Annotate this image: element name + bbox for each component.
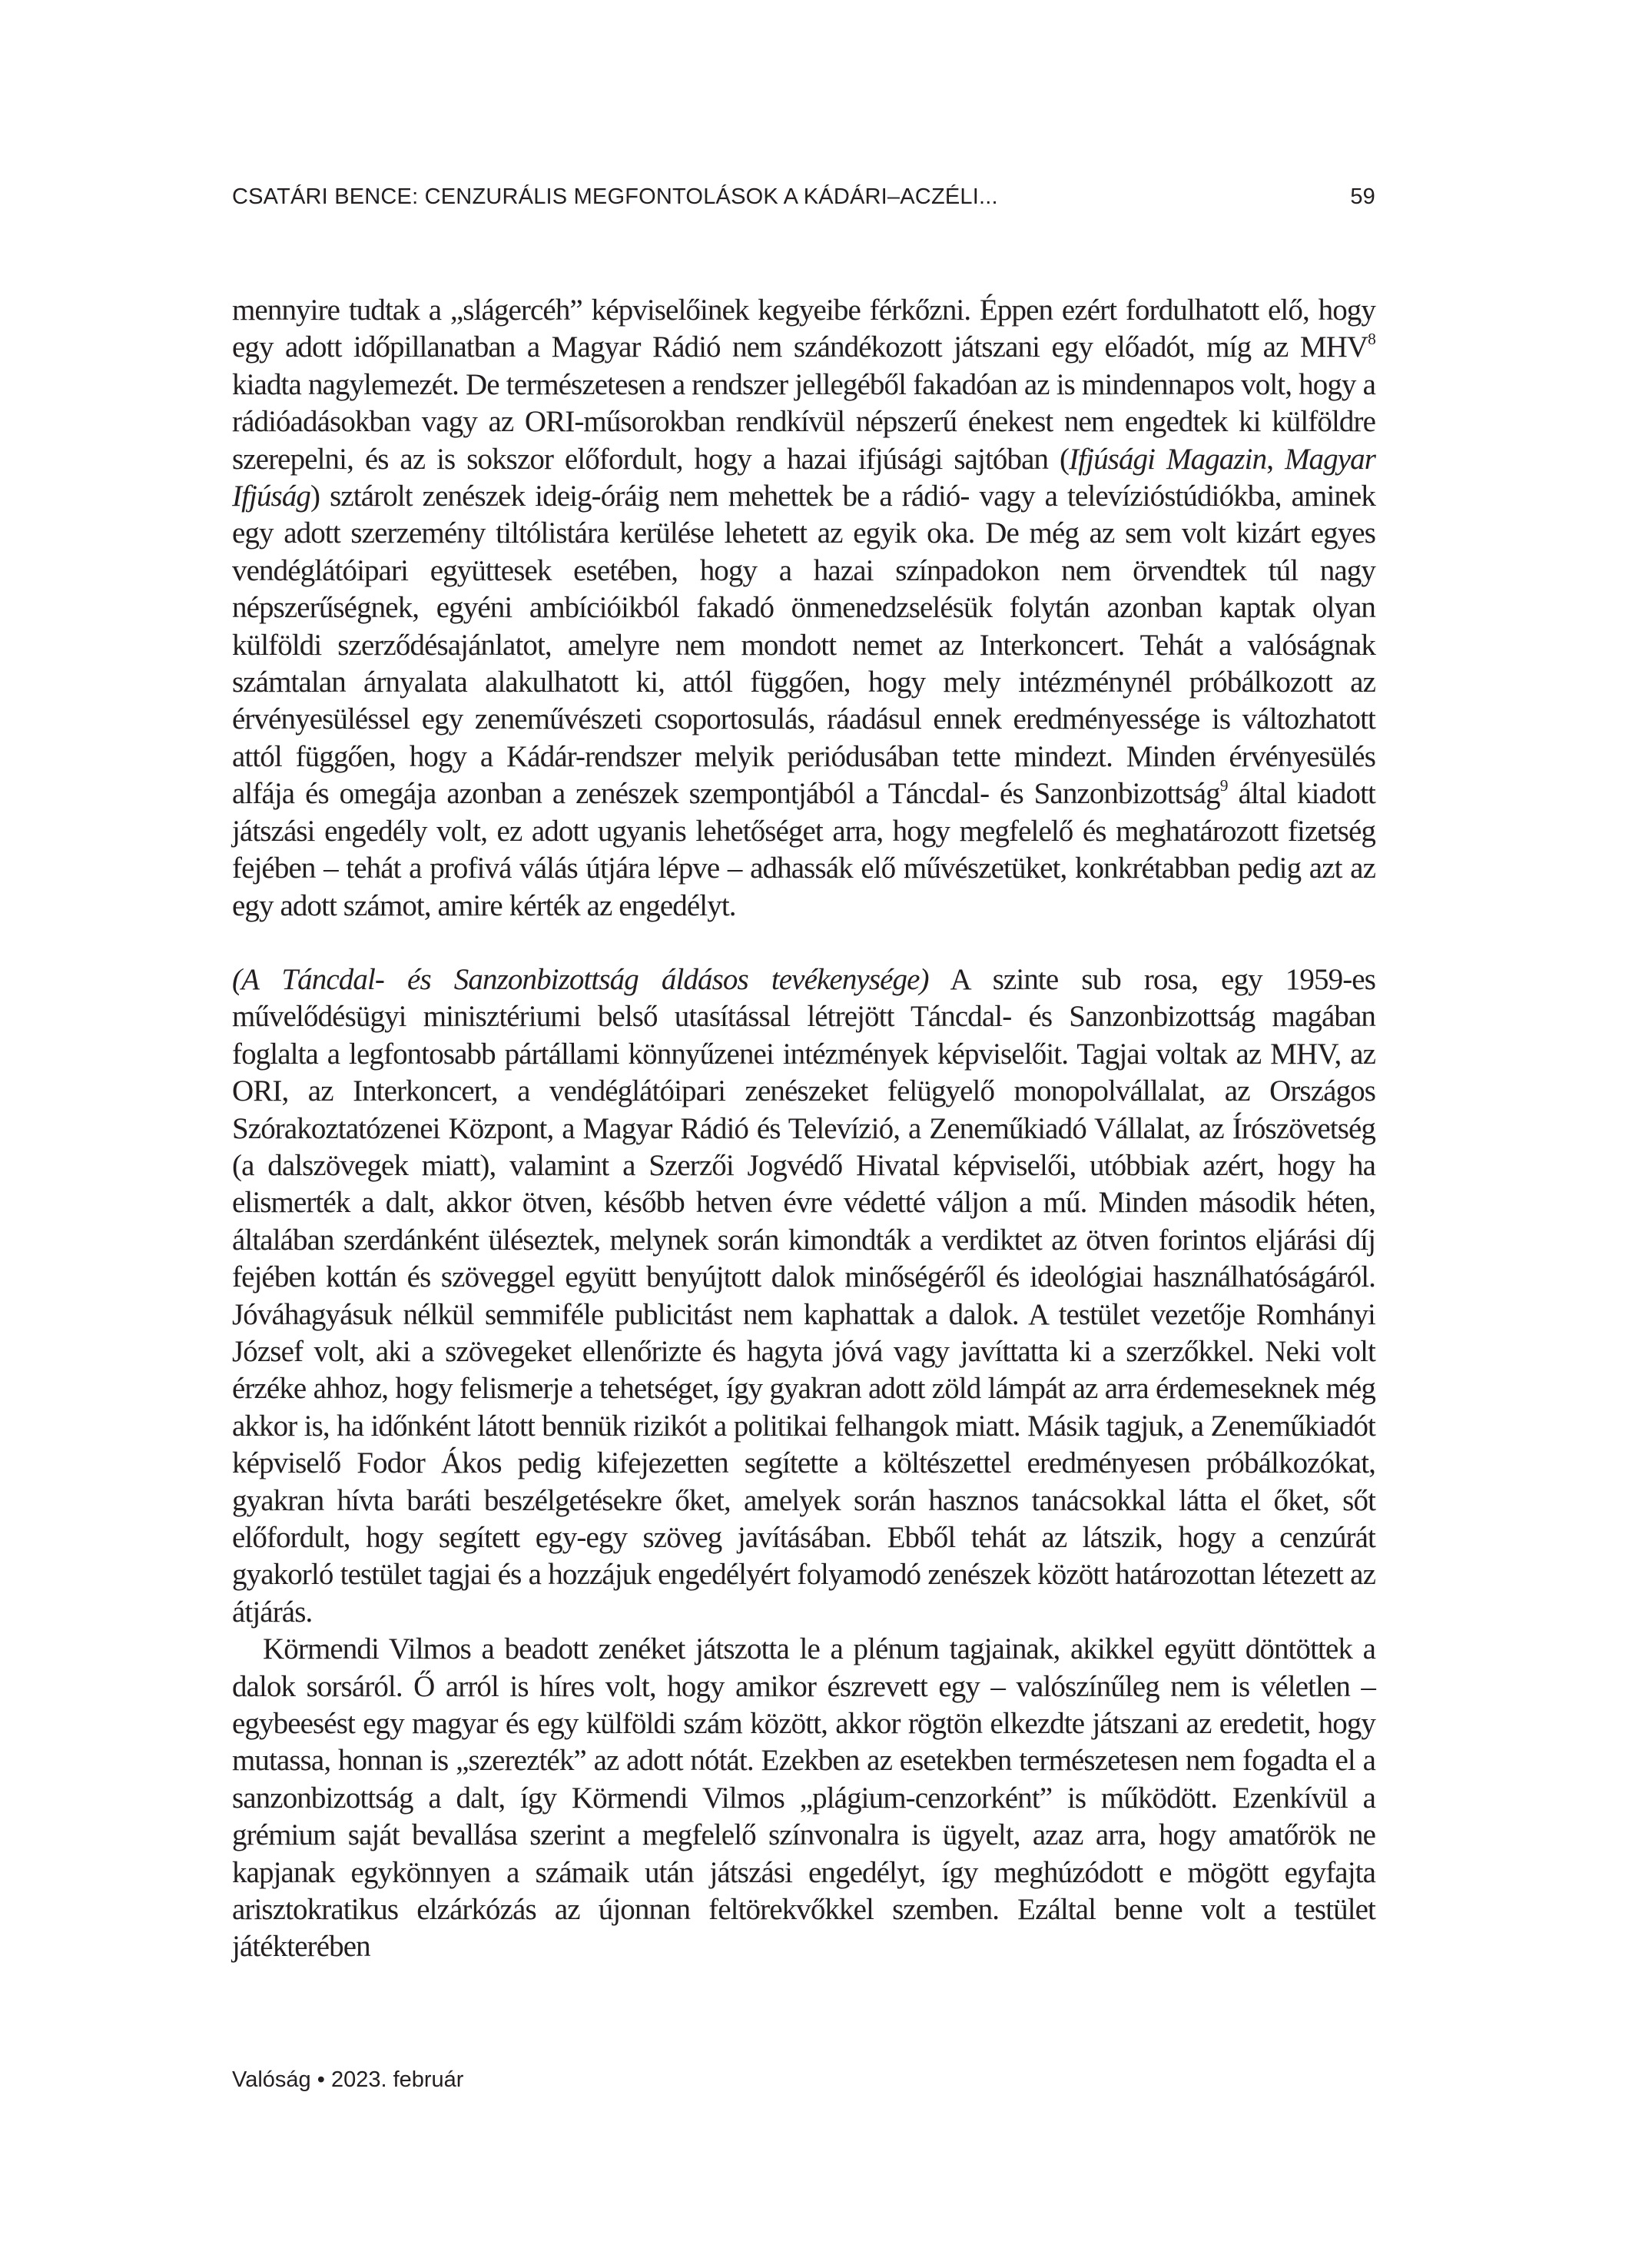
text-run: kiadta nagylemezét. De természetesen a rendszer jellegéből fakadóan az is mindennapos volt, hogy a rádióadásokban vagy az ORI-műsorokban rendkívül népszerű énekest nem engedtek ki külföldre szerepelni, és az is sokszor előfordult, hogy a hazai ifjúsági sajtóban ( xyxy=(232,367,1375,476)
publication-title-ifjusagi-magazin: Ifjúsági Magazin xyxy=(1069,442,1267,476)
section-heading: (A Táncdal- és Sanzonbizottság áldásos tevékenysége) xyxy=(232,962,929,996)
article-body xyxy=(232,292,1375,1966)
text-run: ) sztárolt zenészek ideig-óráig nem mehettek be a rádió- vagy a televízióstúdiókba, aminek egy adott szerzemény tiltólistára kerülése lehetett az egyik oka. De még az sem volt kizárt egyes vendéglátóipari együttesek esetében, hogy a hazai színpadokon nem örvendtek túl nagy népszerűségnek, egyéni ambícióikból fakadó önmenedzselésük folytán azonban kaptak olyan külföldi szerződésajánlatot, amelyre nem mondott nemet az Interkoncert. Tehát a valóságnak számtalan árnyalata alakulhatott ki, attól függően, hogy mely intézménynél próbálkozott az érvényesüléssel egy zeneművészeti csoportosulás, ráadásul ennek eredményessége is változhatott attól függően, hogy a Kádár-rendszer melyik periódusában tette mindezt. Minden érvényesülés alfája és omegája azonban a zenészek szempontjából a Táncdal- és Sanzonbizottság xyxy=(232,480,1375,811)
text-run: Körmendi Vilmos a beadott zenéket játszotta le a plénum tagjainak, akikkel együtt döntöttek a dalok sorsáról. Ő arról is híres volt, hogy amikor észrevett egy – valószínűleg nem is véletlen – egybeesést egy magyar és egy külföldi szám között, akkor rögtön elkezdte játszani az eredetit, hogy mutassa, honnan is „szerezték” az adott nótát. Ezekben az esetekben természetesen nem fogadta el a sanzonbizottság a dalt, így Körmendi Vilmos „plágium-cenzorként” is működött. Ezenkívül a grémium saját bevallása szerint a megfelelő színvonalra is ügyelt, azaz arra, hogy amatőrök ne kapjanak egykönnyen a számaik után játszási engedélyt, így meghúzódott e mögött egyfajta arisztokratikus elzárkózás az újonnan feltörekvőkkel szemben. Ezáltal benne volt a testület játékterében xyxy=(232,1632,1375,1964)
bullet-separator: • xyxy=(317,2067,325,2092)
issue-date: 2023. február xyxy=(330,2067,464,2092)
paragraph-3 xyxy=(232,1631,1375,1966)
footer xyxy=(232,2067,463,2093)
paragraph-1 xyxy=(232,292,1375,925)
running-head xyxy=(232,184,1375,210)
running-title: CSATÁRI BENCE: CENZURÁLIS MEGFONTOLÁSOK A KÁDÁRI–ACZÉLI... xyxy=(232,184,998,209)
footnote-ref-8[interactable]: 8 xyxy=(1368,330,1375,349)
publication-title-magyar-ifjusag: Magyar Ifjúság xyxy=(232,442,1376,513)
paragraph-2 xyxy=(232,961,1375,1631)
text-run: mennyire tudtak a „slágercéh” képviselőinek kegyeibe férkőzni. Éppen ezért fordulhatott elő, hogy egy adott időpillanatban a Magyar Rádió nem szándékozott játszani egy előadót, míg az MHV xyxy=(232,294,1375,364)
text-run: által kiadott játszási engedély volt, ez adott ugyanis lehetőséget arra, hogy megfelelő és meghatározott fizetség fejében – tehát a profivá válás útjára lépve – adhassák elő művészetüket, konkrétabban pedig azt az egy adott számot, amire kérték az engedélyt. xyxy=(232,777,1375,922)
page-number: 59 xyxy=(1350,184,1375,209)
journal-name: Valóság xyxy=(232,2067,311,2092)
text-run: A szinte sub rosa, egy 1959-es művelődésügyi minisztériumi belső utasítással létrejött Táncdal- és Sanzonbizottság magában foglalta a legfontosabb pártállami könnyűzenei intézmények képviselőit. Tagjai voltak az MHV, az ORI, az Interkoncert, a vendéglátóipari zenészeket felügyelő monopolvállalat, az Országos Szórakoztatózenei Központ, a Magyar Rádió és Televízió, a Zeneműkiadó Vállalat, az Írószövetség (a dalszövegek miatt), valamint a Szerzői Jogvédő Hivatal képviselői, utóbbiak azért, hogy ha elismerték a dalt, akkor ötven, később hetven évre védetté váljon a mű. Minden második héten, általában szerdánként üléseztek, melynek során kimondták a verdiktet az ötven forintos eljárási díj fejében kottán és szöveggel együtt benyújtott dalok minőségéről és ideológiai használhatóságáról. Jóváhagyásuk nélkül semmiféle publicitást nem kaphattak a dalok. A testület vezetője Romhányi József volt, aki a szövegeket ellenőrizte és hagyta jóvá vagy javíttatta ki a szerzőkkel. Neki volt érzéke ahhoz, hogy felismerje a tehetséget, így gyakran adott zöld lámpát az arra érdemeseknek még akkor is, ha időnként látott bennük rizikót a politikai felhangok miatt. Másik tagjuk, a Zeneműkiadót képviselő Fodor Ákos pedig kifejezetten segítette a költészettel eredményesen próbálkozókat, gyakran hívta baráti beszélgetésekre őket, amelyek során hasznos tanácsokkal látta el őket, sőt előfordult, hogy segített egy-egy szöveg javításában. Ebből tehát az látszik, hogy a cenzúrát gyakorló testület tagjai és a hozzájuk engedélyért folyamodó zenészek között határozottan létezett az átjárás. xyxy=(232,962,1375,1629)
text-run: , xyxy=(1266,442,1285,476)
footnote-ref-9[interactable]: 9 xyxy=(1219,776,1228,795)
